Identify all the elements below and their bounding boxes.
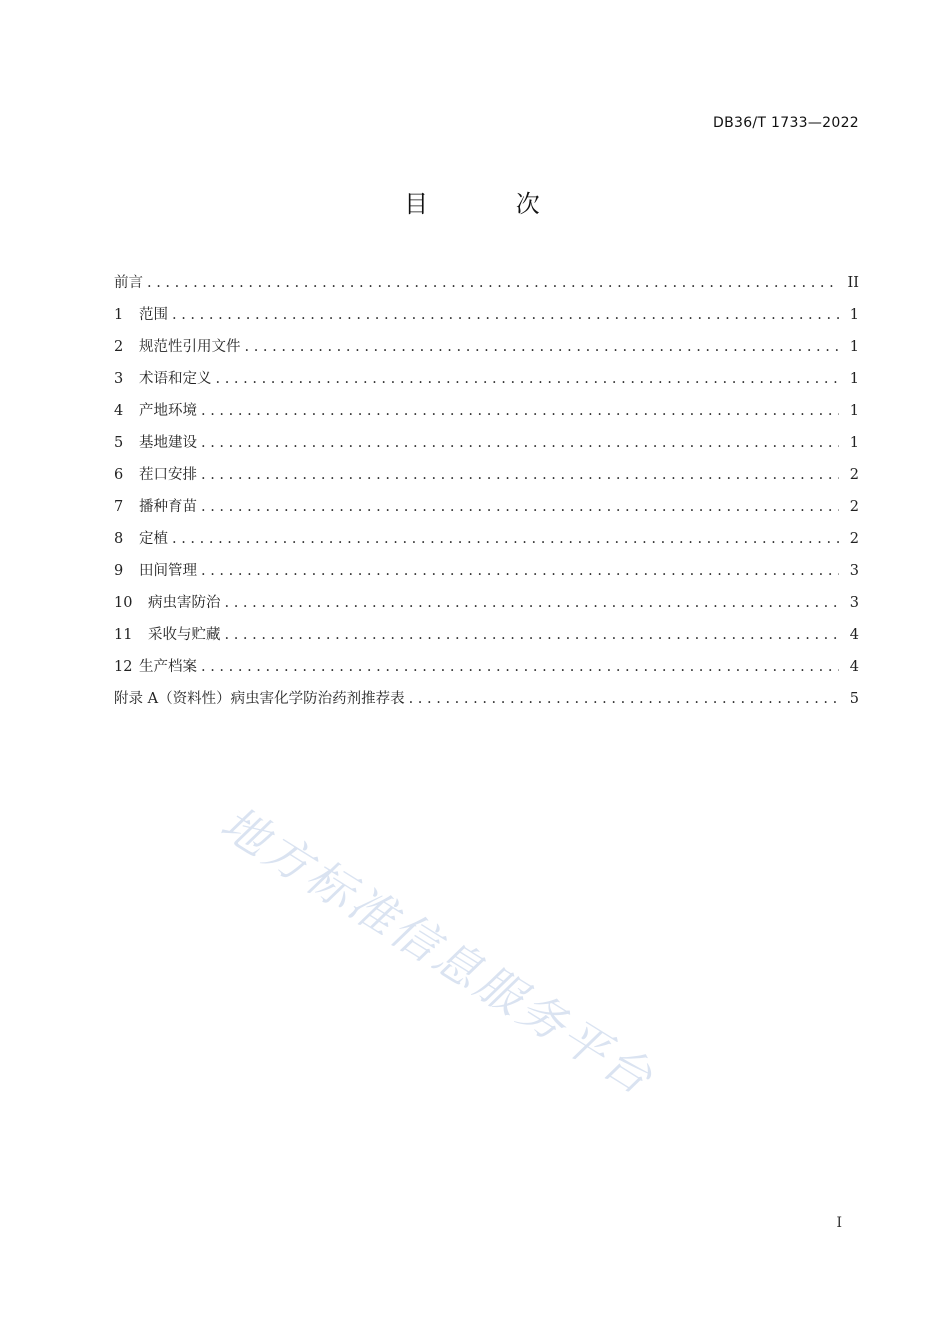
toc-dot-leader: [172, 526, 839, 552]
page-title: 目 次: [404, 190, 580, 218]
toc-entry-label: 范围: [139, 307, 168, 323]
toc-entry-label: 采收与贮藏: [148, 627, 221, 643]
toc-entry-number: 5: [114, 435, 124, 451]
toc-entry-9[interactable]: [114, 558, 859, 590]
toc-dot-leader: [225, 622, 840, 648]
toc-entry-number: 4: [114, 403, 124, 419]
toc-dot-leader: [201, 430, 839, 456]
toc-entry-6[interactable]: [114, 462, 859, 494]
toc-entry-label: 田间管理: [139, 563, 197, 579]
toc-entry-page: 1: [849, 403, 859, 419]
toc-entry-page: 1: [849, 339, 859, 355]
toc-entry-page: 5: [849, 691, 859, 707]
toc-entry-preface[interactable]: [114, 270, 859, 302]
toc-entry-12[interactable]: [114, 654, 859, 686]
toc-entry-1[interactable]: [114, 302, 859, 334]
toc-dot-leader: [172, 302, 839, 328]
toc-entry-8[interactable]: [114, 526, 859, 558]
toc-entry-page: 1: [849, 371, 859, 387]
toc-entry-label: 规范性引用文件: [139, 339, 241, 355]
toc-dot-leader: [147, 270, 839, 296]
toc-dot-leader: [201, 462, 839, 488]
toc-entry-7[interactable]: [114, 494, 859, 526]
toc-entry-page: 4: [849, 627, 859, 643]
toc-entry-number: 7: [114, 499, 124, 515]
toc-entry-3[interactable]: [114, 366, 859, 398]
toc-entry-page: 2: [849, 499, 859, 515]
toc-entry-5[interactable]: [114, 430, 859, 462]
toc-entry-number: 1: [114, 307, 124, 323]
watermark: 地方标准信息服务平台: [211, 795, 665, 1107]
toc-entry-page: II: [847, 275, 859, 291]
toc-entry-number: 2: [114, 339, 124, 355]
toc-entry-label: 前言: [114, 275, 143, 291]
toc-entry-page: 2: [849, 531, 859, 547]
toc-entry-page: 1: [849, 435, 859, 451]
toc-entry-page: 4: [849, 659, 859, 675]
toc-entry-page: 3: [849, 563, 859, 579]
toc-entry-number: 12: [114, 659, 133, 675]
toc-entry-page: 3: [849, 595, 859, 611]
toc-entry-label: 术语和定义: [139, 371, 212, 387]
toc-entry-number: 3: [114, 371, 124, 387]
toc-dot-leader: [245, 334, 840, 360]
toc-entry-appendix-a[interactable]: [114, 686, 859, 718]
toc-entry-label: 产地环境: [139, 403, 197, 419]
toc-entry-number: 10: [114, 595, 133, 611]
table-of-contents: [114, 270, 859, 718]
toc-dot-leader: [225, 590, 840, 616]
toc-entry-4[interactable]: [114, 398, 859, 430]
toc-entry-label: 附录 A（资料性）病虫害化学防治药剂推荐表: [114, 691, 405, 707]
toc-dot-leader: [409, 686, 839, 712]
toc-entry-number: 8: [114, 531, 124, 547]
toc-entry-number: 6: [114, 467, 124, 483]
toc-entry-11[interactable]: [114, 622, 859, 654]
toc-entry-number: 9: [114, 563, 124, 579]
toc-entry-page: 2: [849, 467, 859, 483]
toc-entry-10[interactable]: [114, 590, 859, 622]
toc-entry-label: 茬口安排: [139, 467, 197, 483]
toc-dot-leader: [201, 558, 839, 584]
toc-entry-2[interactable]: [114, 334, 859, 366]
toc-dot-leader: [201, 654, 839, 680]
page-number: I: [836, 1215, 842, 1231]
toc-entry-label: 基地建设: [139, 435, 197, 451]
toc-entry-label: 播种育苗: [139, 499, 197, 515]
toc-entry-label: 生产档案: [139, 659, 197, 675]
toc-dot-leader: [216, 366, 840, 392]
toc-dot-leader: [201, 494, 839, 520]
toc-entry-label: 病虫害防治: [148, 595, 221, 611]
toc-dot-leader: [201, 398, 839, 424]
toc-entry-number: 11: [114, 627, 133, 643]
toc-entry-page: 1: [849, 307, 859, 323]
toc-entry-label: 定植: [139, 531, 168, 547]
document-code: DB36/T 1733—2022: [713, 115, 859, 131]
